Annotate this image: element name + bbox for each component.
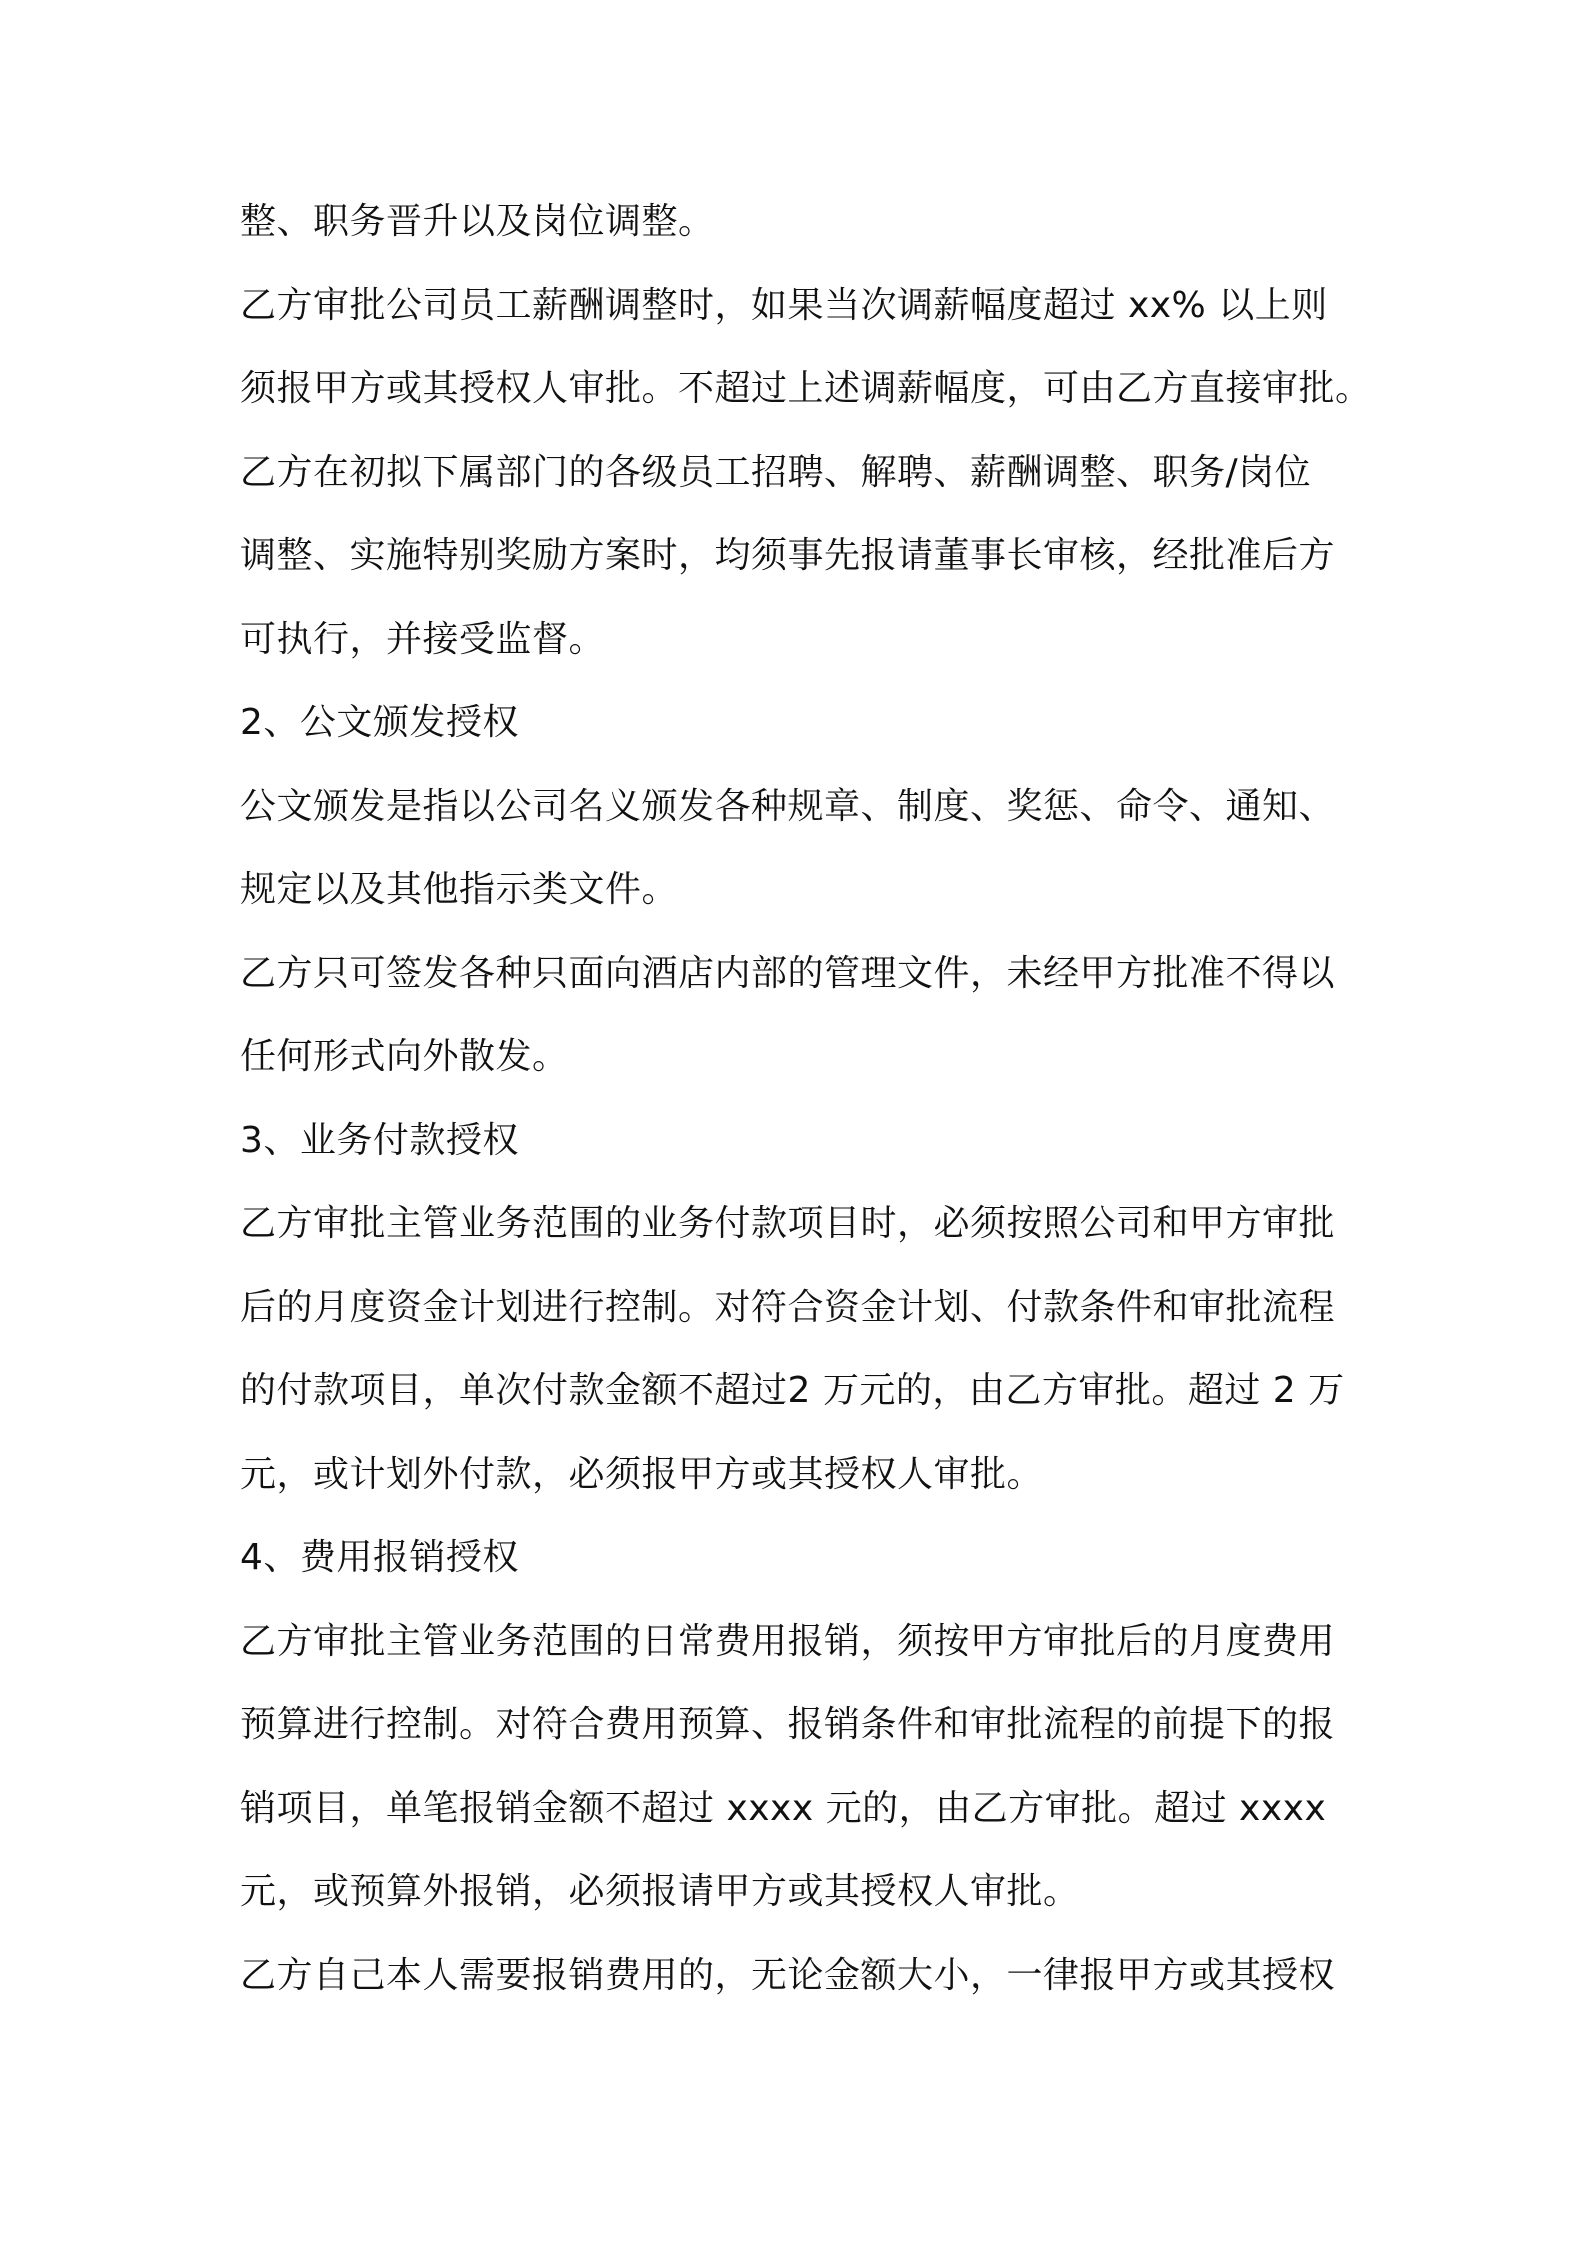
paragraph-line: 元，或预算外报销，必须报请甲方或其授权人审批。 bbox=[240, 1871, 1080, 1912]
section-heading: 4、费用报销授权 bbox=[240, 1537, 519, 1578]
paragraph-line: 的付款项目，单次付款金额不超过2 万元的，由乙方审批。超过 2 万 bbox=[240, 1370, 1345, 1411]
section-heading: 3、业务付款授权 bbox=[240, 1119, 519, 1161]
paragraph-line: 预算进行控制。对符合费用预算、报销条件和审批流程的前提下的报 bbox=[240, 1704, 1336, 1745]
paragraph-line: 乙方在初拟下属部门的各级员工招聘、解聘、薪酬调整、职务/岗位 bbox=[240, 451, 1312, 493]
paragraph-line: 任何形式向外散发。 bbox=[240, 1036, 569, 1077]
paragraph-line: 调整、实施特别奖励方案时，均须事先报请董事长审核，经批准后方 bbox=[240, 535, 1336, 576]
paragraph-line: 规定以及其他指示类文件。 bbox=[240, 869, 679, 910]
paragraph-line: 乙方只可签发各种只面向酒店内部的管理文件，未经甲方批准不得以 bbox=[240, 952, 1336, 994]
paragraph-line: 元，或计划外付款，必须报甲方或其授权人审批。 bbox=[240, 1453, 1044, 1495]
section-heading: 2、公文颁发授权 bbox=[240, 702, 519, 743]
paragraph-line: 后的月度资金计划进行控制。对符合资金计划、付款条件和审批流程 bbox=[240, 1286, 1336, 1328]
paragraph-line: 公文颁发是指以公司名义颁发各种规章、制度、奖惩、命令、通知、 bbox=[240, 785, 1336, 827]
paragraph-line: 可执行，并接受监督。 bbox=[240, 618, 606, 660]
paragraph-line: 乙方审批主管业务范围的日常费用报销，须按甲方审批后的月度费用 bbox=[240, 1620, 1336, 1662]
paragraph-line: 销项目，单笔报销金额不超过 xxxx 元的，由乙方审批。超过 xxxx bbox=[240, 1787, 1327, 1829]
paragraph-line: 整、职务晋升以及岗位调整。 bbox=[240, 201, 715, 242]
document-body bbox=[240, 198, 1372, 2035]
paragraph-line: 乙方审批主管业务范围的业务付款项目时，必须按照公司和甲方审批 bbox=[240, 1203, 1336, 1244]
paragraph-line: 须报甲方或其授权人审批。不超过上述调薪幅度，可由乙方直接审批。 bbox=[240, 368, 1372, 409]
paragraph-line: 乙方审批公司员工薪酬调整时，如果当次调薪幅度超过 xx% 以上则 bbox=[240, 284, 1328, 326]
paragraph-line: 乙方自己本人需要报销费用的，无论金额大小，一律报甲方或其授权 bbox=[240, 1954, 1336, 1996]
